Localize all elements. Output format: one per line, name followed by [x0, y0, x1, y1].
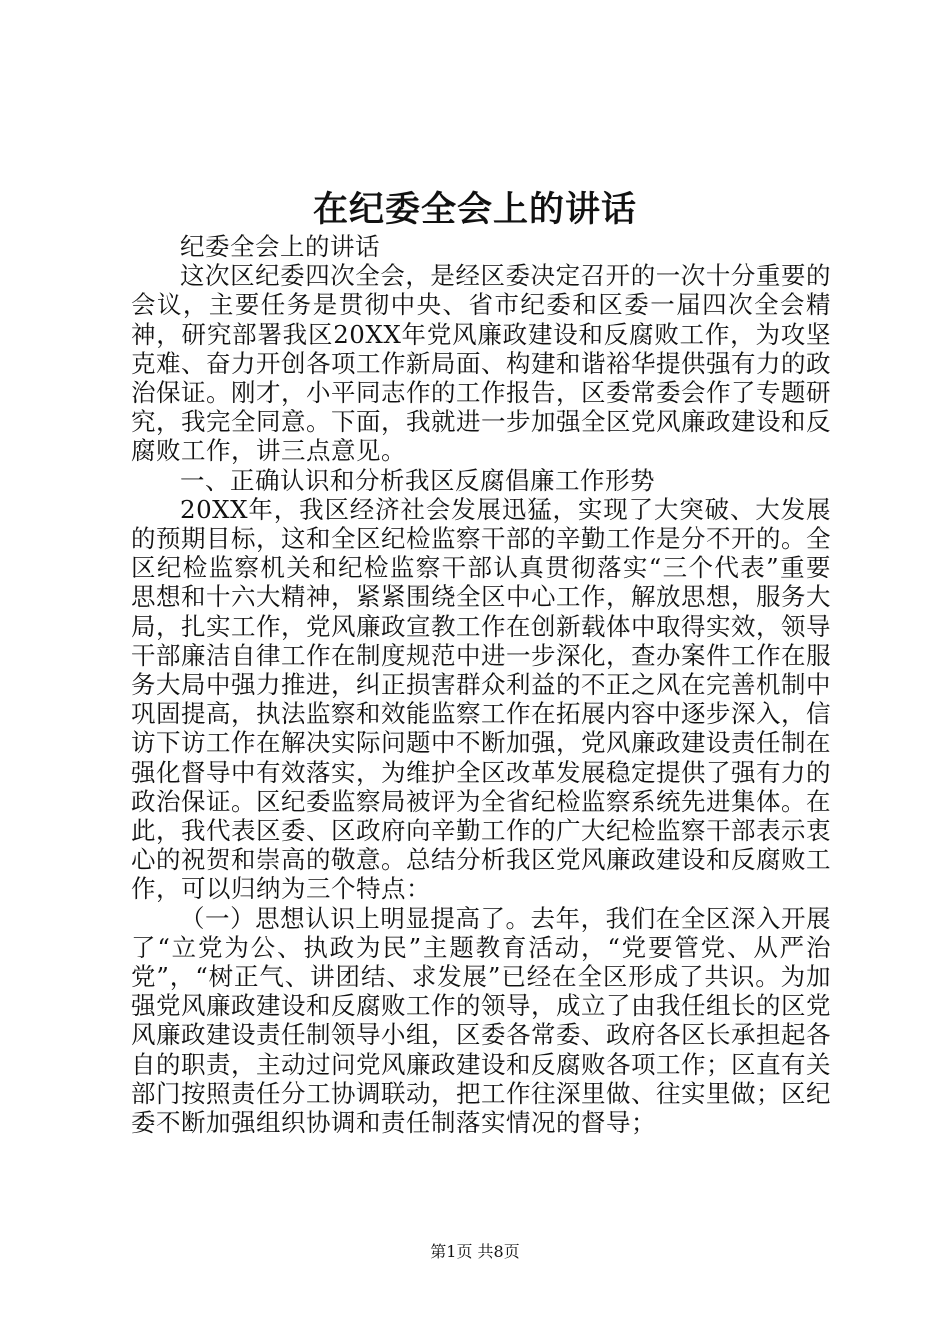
- paragraph-intro: 这次区纪委四次全会，是经区委决定召开的一次十分重要的会议，主要任务是贯彻中央、省市纪委和区委一届四次全会精神，研究部署我区20XX年党风廉政建设和反腐败工作，为攻坚克难、奋力开创各项工作新局面、构建和谐裕华提供强有力的政治保证。刚才，小平同志作的工作报告，区委常委会作了专题研究，我完全同意。下面，我就进一步加强全区党风廉政建设和反腐败工作，讲三点意见。: [131, 261, 831, 466]
- paragraph-subtitle: 纪委全会上的讲话: [180, 232, 380, 261]
- document-title: 在纪委全会上的讲话: [312, 189, 637, 230]
- document-body: [131, 232, 831, 1137]
- paragraph-summary: 20XX年，我区经济社会发展迅猛，实现了大突破、大发展的预期目标，这和全区纪检监察干部的辛勤工作是分不开的。全区纪检监察机关和纪检监察干部认真贯彻落实“三个代表”重要思想和十六大精神，紧紧围绕全区中心工作，解放思想，服务大局，扎实工作，党风廉政宣教工作在创新载体中取得实效，领导干部廉洁自律工作在制度规范中进一步深化，查办案件工作在服务大局中强力推进，纠正损害群众利益的不正之风在完善机制中巩固提高，执法监察和效能监察工作在拓展内容中逐步深入，信访下访工作在解决实际问题中不断加强，党风廉政建设责任制在强化督导中有效落实，为维护全区改革发展稳定提供了强有力的政治保证。区纪委监察局被评为全省纪检监察系统先进集体。在此，我代表区委、区政府向辛勤工作的广大纪检监察干部表示衷心的祝贺和崇高的敬意。总结分析我区党风廉政建设和反腐败工作，可以归纳为三个特点：: [131, 494, 831, 904]
- paragraph-point-one: （一）思想认识上明显提高了。去年，我们在全区深入开展了“立党为公、执政为民”主题教育活动，“党要管党、从严治党”，“树正气、讲团结、求发展”已经在全区形成了共识。为加强党风廉政建设和反腐败工作的领导，成立了由我任组长的区党风廉政建设责任制领导小组，区委各常委、政府各区长承担起各自的职责，主动过问党风廉政建设和反腐败各项工作；区直有关部门按照责任分工协调联动，把工作往深里做、往实里做；区纪委不断加强组织协调和责任制落实情况的督导；: [131, 903, 831, 1138]
- page-footer: 第1页 共8页: [430, 1242, 520, 1261]
- section-heading: 一、正确认识和分析我区反腐倡廉工作形势: [180, 465, 655, 495]
